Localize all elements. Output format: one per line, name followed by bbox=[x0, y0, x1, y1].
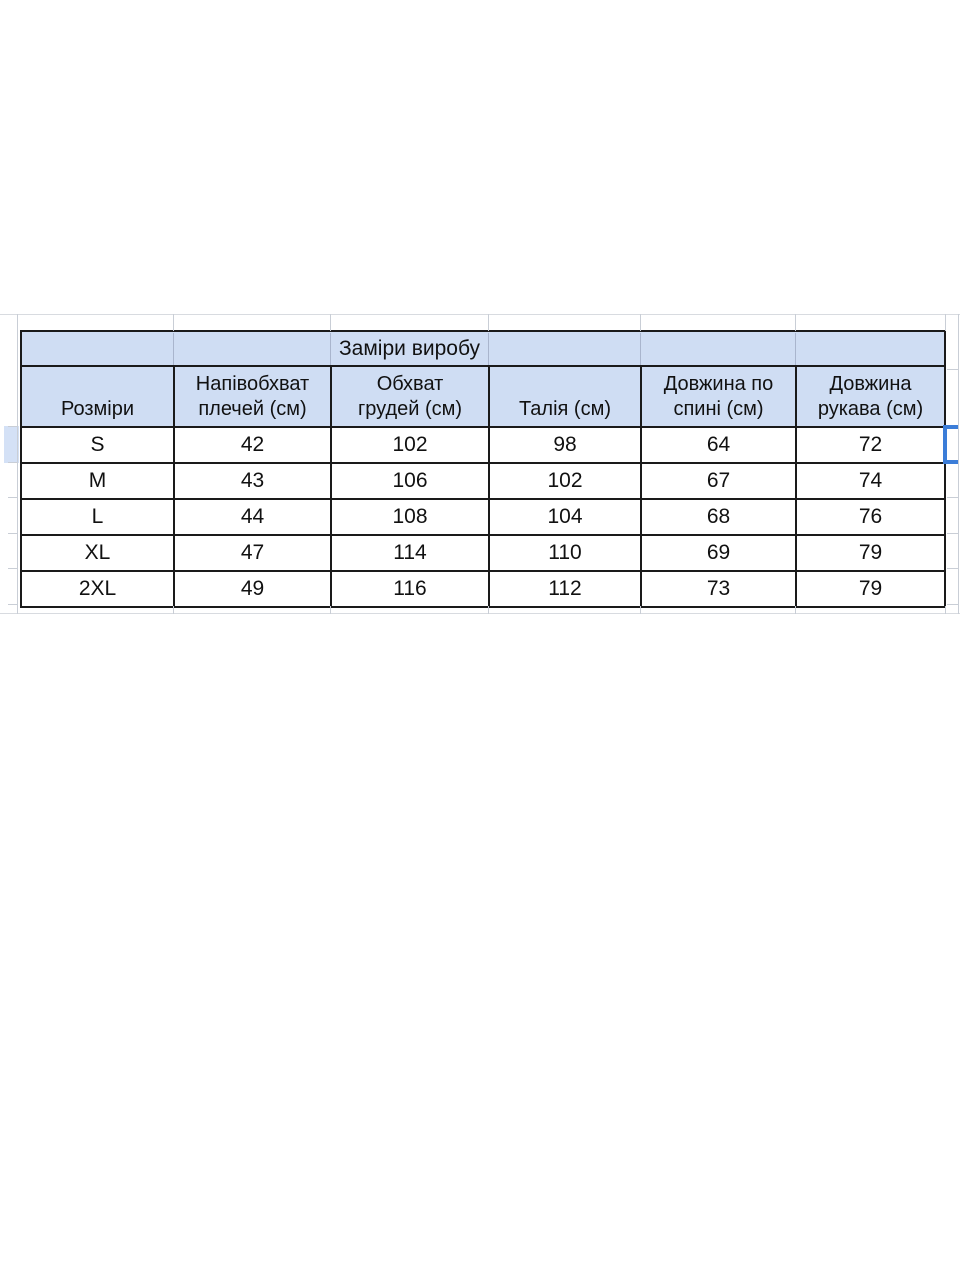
size-cell[interactable]: M bbox=[21, 463, 174, 499]
sleeve-length-cell[interactable]: 79 bbox=[796, 571, 945, 607]
col-header-sizes[interactable]: Розміри bbox=[21, 366, 174, 427]
gridline bbox=[947, 568, 958, 569]
gridline bbox=[947, 497, 958, 498]
back-length-cell[interactable]: 67 bbox=[641, 463, 796, 499]
size-cell[interactable]: L bbox=[21, 499, 174, 535]
gridline bbox=[488, 606, 489, 614]
gridline bbox=[945, 314, 946, 331]
col-header-shoulder[interactable]: Напівобхват плечей (см) bbox=[174, 366, 331, 427]
gridline bbox=[330, 333, 331, 365]
col-header-chest[interactable]: Обхват грудей (см) bbox=[331, 366, 489, 427]
gridline bbox=[795, 314, 796, 331]
gridline bbox=[0, 314, 960, 315]
size-chart-table bbox=[20, 330, 946, 608]
sleeve-length-cell[interactable]: 79 bbox=[796, 535, 945, 571]
gridline bbox=[330, 314, 331, 331]
gridline bbox=[17, 314, 18, 614]
back-length-cell[interactable]: 69 bbox=[641, 535, 796, 571]
col-header-waist[interactable]: Талія (см) bbox=[489, 366, 641, 427]
gridline bbox=[488, 314, 489, 331]
table-row-s bbox=[21, 427, 945, 463]
waist-cell[interactable]: 98 bbox=[489, 427, 641, 463]
shoulder-cell[interactable]: 49 bbox=[174, 571, 331, 607]
gridline bbox=[958, 314, 959, 614]
gridline bbox=[0, 613, 960, 614]
gridline bbox=[173, 606, 174, 614]
chest-cell[interactable]: 108 bbox=[331, 499, 489, 535]
chest-cell[interactable]: 114 bbox=[331, 535, 489, 571]
selection-cursor bbox=[943, 425, 947, 464]
gridline bbox=[8, 568, 17, 569]
chest-cell[interactable]: 102 bbox=[331, 427, 489, 463]
shoulder-cell[interactable]: 42 bbox=[174, 427, 331, 463]
waist-cell[interactable]: 112 bbox=[489, 571, 641, 607]
shoulder-cell[interactable]: 43 bbox=[174, 463, 331, 499]
shoulder-cell[interactable]: 44 bbox=[174, 499, 331, 535]
gridline bbox=[945, 606, 946, 614]
gridline bbox=[640, 333, 641, 365]
chest-cell[interactable]: 116 bbox=[331, 571, 489, 607]
shoulder-cell[interactable]: 47 bbox=[174, 535, 331, 571]
gridline bbox=[795, 333, 796, 365]
gridline bbox=[640, 314, 641, 331]
selection-cursor bbox=[943, 460, 958, 464]
gridline bbox=[173, 333, 174, 365]
title-row bbox=[21, 331, 945, 366]
gridline bbox=[8, 426, 17, 427]
gridline bbox=[8, 604, 17, 605]
gridline bbox=[8, 462, 17, 463]
sleeve-length-cell[interactable]: 74 bbox=[796, 463, 945, 499]
table-row-m bbox=[21, 463, 945, 499]
size-cell[interactable]: 2XL bbox=[21, 571, 174, 607]
gridline bbox=[640, 606, 641, 614]
waist-cell[interactable]: 102 bbox=[489, 463, 641, 499]
table-title-cell[interactable] bbox=[21, 331, 945, 366]
sleeve-length-cell[interactable]: 72 bbox=[796, 427, 945, 463]
table-row-xl bbox=[21, 535, 945, 571]
back-length-cell[interactable]: 73 bbox=[641, 571, 796, 607]
table-row-l bbox=[21, 499, 945, 535]
gridline bbox=[8, 497, 17, 498]
waist-cell[interactable]: 110 bbox=[489, 535, 641, 571]
gridline bbox=[947, 604, 958, 605]
sleeve-length-cell[interactable]: 76 bbox=[796, 499, 945, 535]
header-row bbox=[21, 366, 945, 427]
gridline bbox=[488, 333, 489, 365]
back-length-cell[interactable]: 68 bbox=[641, 499, 796, 535]
chest-cell[interactable]: 106 bbox=[331, 463, 489, 499]
back-length-cell[interactable]: 64 bbox=[641, 427, 796, 463]
size-cell[interactable]: XL bbox=[21, 535, 174, 571]
gridline bbox=[795, 606, 796, 614]
selection-cursor bbox=[943, 425, 958, 429]
waist-cell[interactable]: 104 bbox=[489, 499, 641, 535]
gridline bbox=[947, 533, 958, 534]
gridline bbox=[947, 369, 958, 370]
col-header-back-length[interactable]: Довжина по спині (см) bbox=[641, 366, 796, 427]
col-header-sleeve-length[interactable]: Довжина рукава (см) bbox=[796, 366, 945, 427]
table-row-2xl bbox=[21, 571, 945, 607]
table-title: Заміри виробу bbox=[338, 337, 481, 360]
gridline bbox=[8, 533, 17, 534]
gridline bbox=[330, 606, 331, 614]
size-cell[interactable]: S bbox=[21, 427, 174, 463]
gridline bbox=[173, 314, 174, 331]
